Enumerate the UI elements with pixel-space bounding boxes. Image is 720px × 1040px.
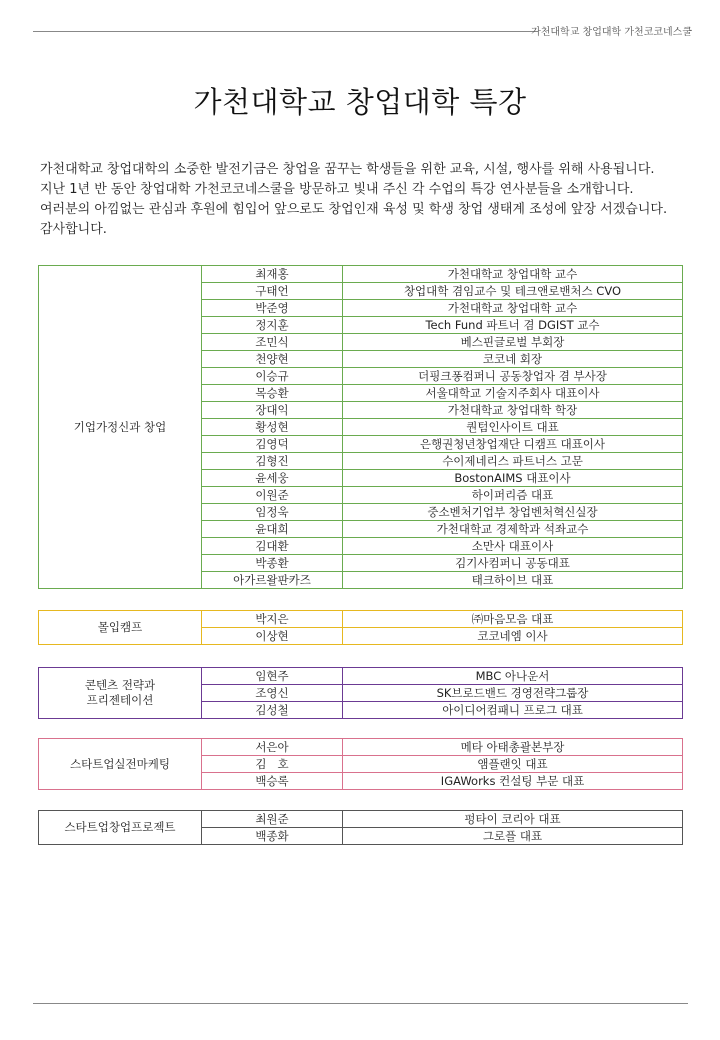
speaker-name: 임정욱: [202, 504, 343, 521]
speaker-name: 정지훈: [202, 317, 343, 334]
speaker-title: 코코네엠 이사: [343, 628, 683, 645]
speaker-title: 창업대학 겸임교수 및 테크앤로밴처스 CVO: [343, 283, 683, 300]
category-cell: 몰입캠프: [39, 611, 202, 645]
speaker-name: 이원준: [202, 487, 343, 504]
speaker-name: 구태언: [202, 283, 343, 300]
speaker-table-entrepreneurship: [38, 265, 683, 589]
category-line: 콘텐츠 전략과: [84, 678, 156, 692]
speaker-name: 김 호: [202, 756, 343, 773]
speaker-name: 윤대희: [202, 521, 343, 538]
speaker-name: 천양현: [202, 351, 343, 368]
speaker-table-content-strategy: [38, 667, 683, 719]
speaker-name: 이상현: [202, 628, 343, 645]
speaker-name: 백승록: [202, 773, 343, 790]
speaker-name: 윤세웅: [202, 470, 343, 487]
speaker-name: 김영덕: [202, 436, 343, 453]
speaker-table-immersion-camp: [38, 610, 683, 645]
speaker-name: 최원준: [202, 811, 343, 828]
speaker-title: 가천대학교 창업대학 학장: [343, 402, 683, 419]
speaker-title: 소만사 대표이사: [343, 538, 683, 555]
intro-line: 감사합니다.: [40, 222, 107, 237]
speaker-table-startup-marketing: [38, 738, 683, 790]
speaker-name: 박지은: [202, 611, 343, 628]
speaker-title: 수이제네리스 파트너스 고문: [343, 453, 683, 470]
speaker-title: 하이퍼리즘 대표: [343, 487, 683, 504]
speaker-name: 박종환: [202, 555, 343, 572]
speaker-title: 펑타이 코리아 대표: [343, 811, 683, 828]
footer-rule: [33, 1003, 688, 1004]
header-org-name: 가천대학교 창업대학 가천코코네스쿨: [531, 27, 692, 38]
speaker-title: SK브로드밴드 경영전략그룹장: [343, 685, 683, 702]
speaker-title: 은행권청년창업재단 디캠프 대표이사: [343, 436, 683, 453]
speaker-name: 장대익: [202, 402, 343, 419]
speaker-name: 백종화: [202, 828, 343, 845]
speaker-title: BostonAIMS 대표이사: [343, 470, 683, 487]
speaker-title: 아이디어컴패니 프로그 대표: [343, 702, 683, 719]
table-row: [39, 739, 683, 756]
speaker-name: 목승환: [202, 385, 343, 402]
table-row: [39, 266, 683, 283]
speaker-name: 김성철: [202, 702, 343, 719]
category-cell: 스타트업실전마케팅: [39, 739, 202, 790]
speaker-title: 중소벤처기업부 창업벤처혁신실장: [343, 504, 683, 521]
intro-line: 여러분의 아낌없는 관심과 후원에 힘입어 앞으로도 창업인재 육성 및 학생 창업 생태계 조성에 앞장 서겠습니다.: [40, 202, 668, 217]
header-rule: [33, 31, 538, 32]
speaker-table-startup-project: [38, 810, 683, 845]
speaker-name: 조영신: [202, 685, 343, 702]
table-row: [39, 668, 683, 685]
speaker-title: 가천대학교 창업대학 교수: [343, 300, 683, 317]
speaker-name: 박준영: [202, 300, 343, 317]
speaker-title: 그로플 대표: [343, 828, 683, 845]
speaker-title: IGAWorks 컨설팅 부문 대표: [343, 773, 683, 790]
table-row: [39, 811, 683, 828]
intro-paragraph: [40, 160, 700, 240]
speaker-title: ㈜마음모음 대표: [343, 611, 683, 628]
speaker-title: 태크하이브 대표: [343, 572, 683, 589]
speaker-title: 가천대학교 경제학과 석좌교수: [343, 521, 683, 538]
category-cell: [39, 668, 202, 719]
speaker-title: 앰플랜잇 대표: [343, 756, 683, 773]
speaker-name: 조민식: [202, 334, 343, 351]
speaker-name: 임현주: [202, 668, 343, 685]
intro-line: 가천대학교 창업대학의 소중한 발전기금은 창업을 꿈꾸는 학생들을 위한 교육, 시설, 행사를 위해 사용됩니다.: [40, 162, 655, 177]
speaker-title: 김기사컴퍼니 공동대표: [343, 555, 683, 572]
category-cell: 스타트업창업프로젝트: [39, 811, 202, 845]
speaker-title: 퀀텀인사이트 대표: [343, 419, 683, 436]
speaker-name: 김대환: [202, 538, 343, 555]
speaker-name: 서은아: [202, 739, 343, 756]
page-title: 가천대학교 창업대학 특강: [193, 85, 527, 119]
category-cell: 기업가정신과 창업: [39, 266, 202, 589]
speaker-name: 아가르왈판카즈: [202, 572, 343, 589]
speaker-title: MBC 아나운서: [343, 668, 683, 685]
category-line: 프리젠테이션: [86, 693, 154, 707]
speaker-title: 메타 아태총괄본부장: [343, 739, 683, 756]
intro-line: 지난 1년 반 동안 창업대학 가천코코네스쿨을 방문하고 빛내 주신 각 수업의 특강 연사분들을 소개합니다.: [40, 182, 634, 197]
speaker-name: 최재홍: [202, 266, 343, 283]
speaker-name: 황성현: [202, 419, 343, 436]
table-row: [39, 611, 683, 628]
speaker-title: 서울대학교 기술지주회사 대표이사: [343, 385, 683, 402]
speaker-title: 베스핀글로벌 부회장: [343, 334, 683, 351]
speaker-name: 이승규: [202, 368, 343, 385]
speaker-title: 코코네 회장: [343, 351, 683, 368]
speaker-name: 김형진: [202, 453, 343, 470]
speaker-title: 더핑크퐁컴퍼니 공동창업자 겸 부사장: [343, 368, 683, 385]
speaker-title: Tech Fund 파트너 겸 DGIST 교수: [343, 317, 683, 334]
speaker-title: 가천대학교 창업대학 교수: [343, 266, 683, 283]
